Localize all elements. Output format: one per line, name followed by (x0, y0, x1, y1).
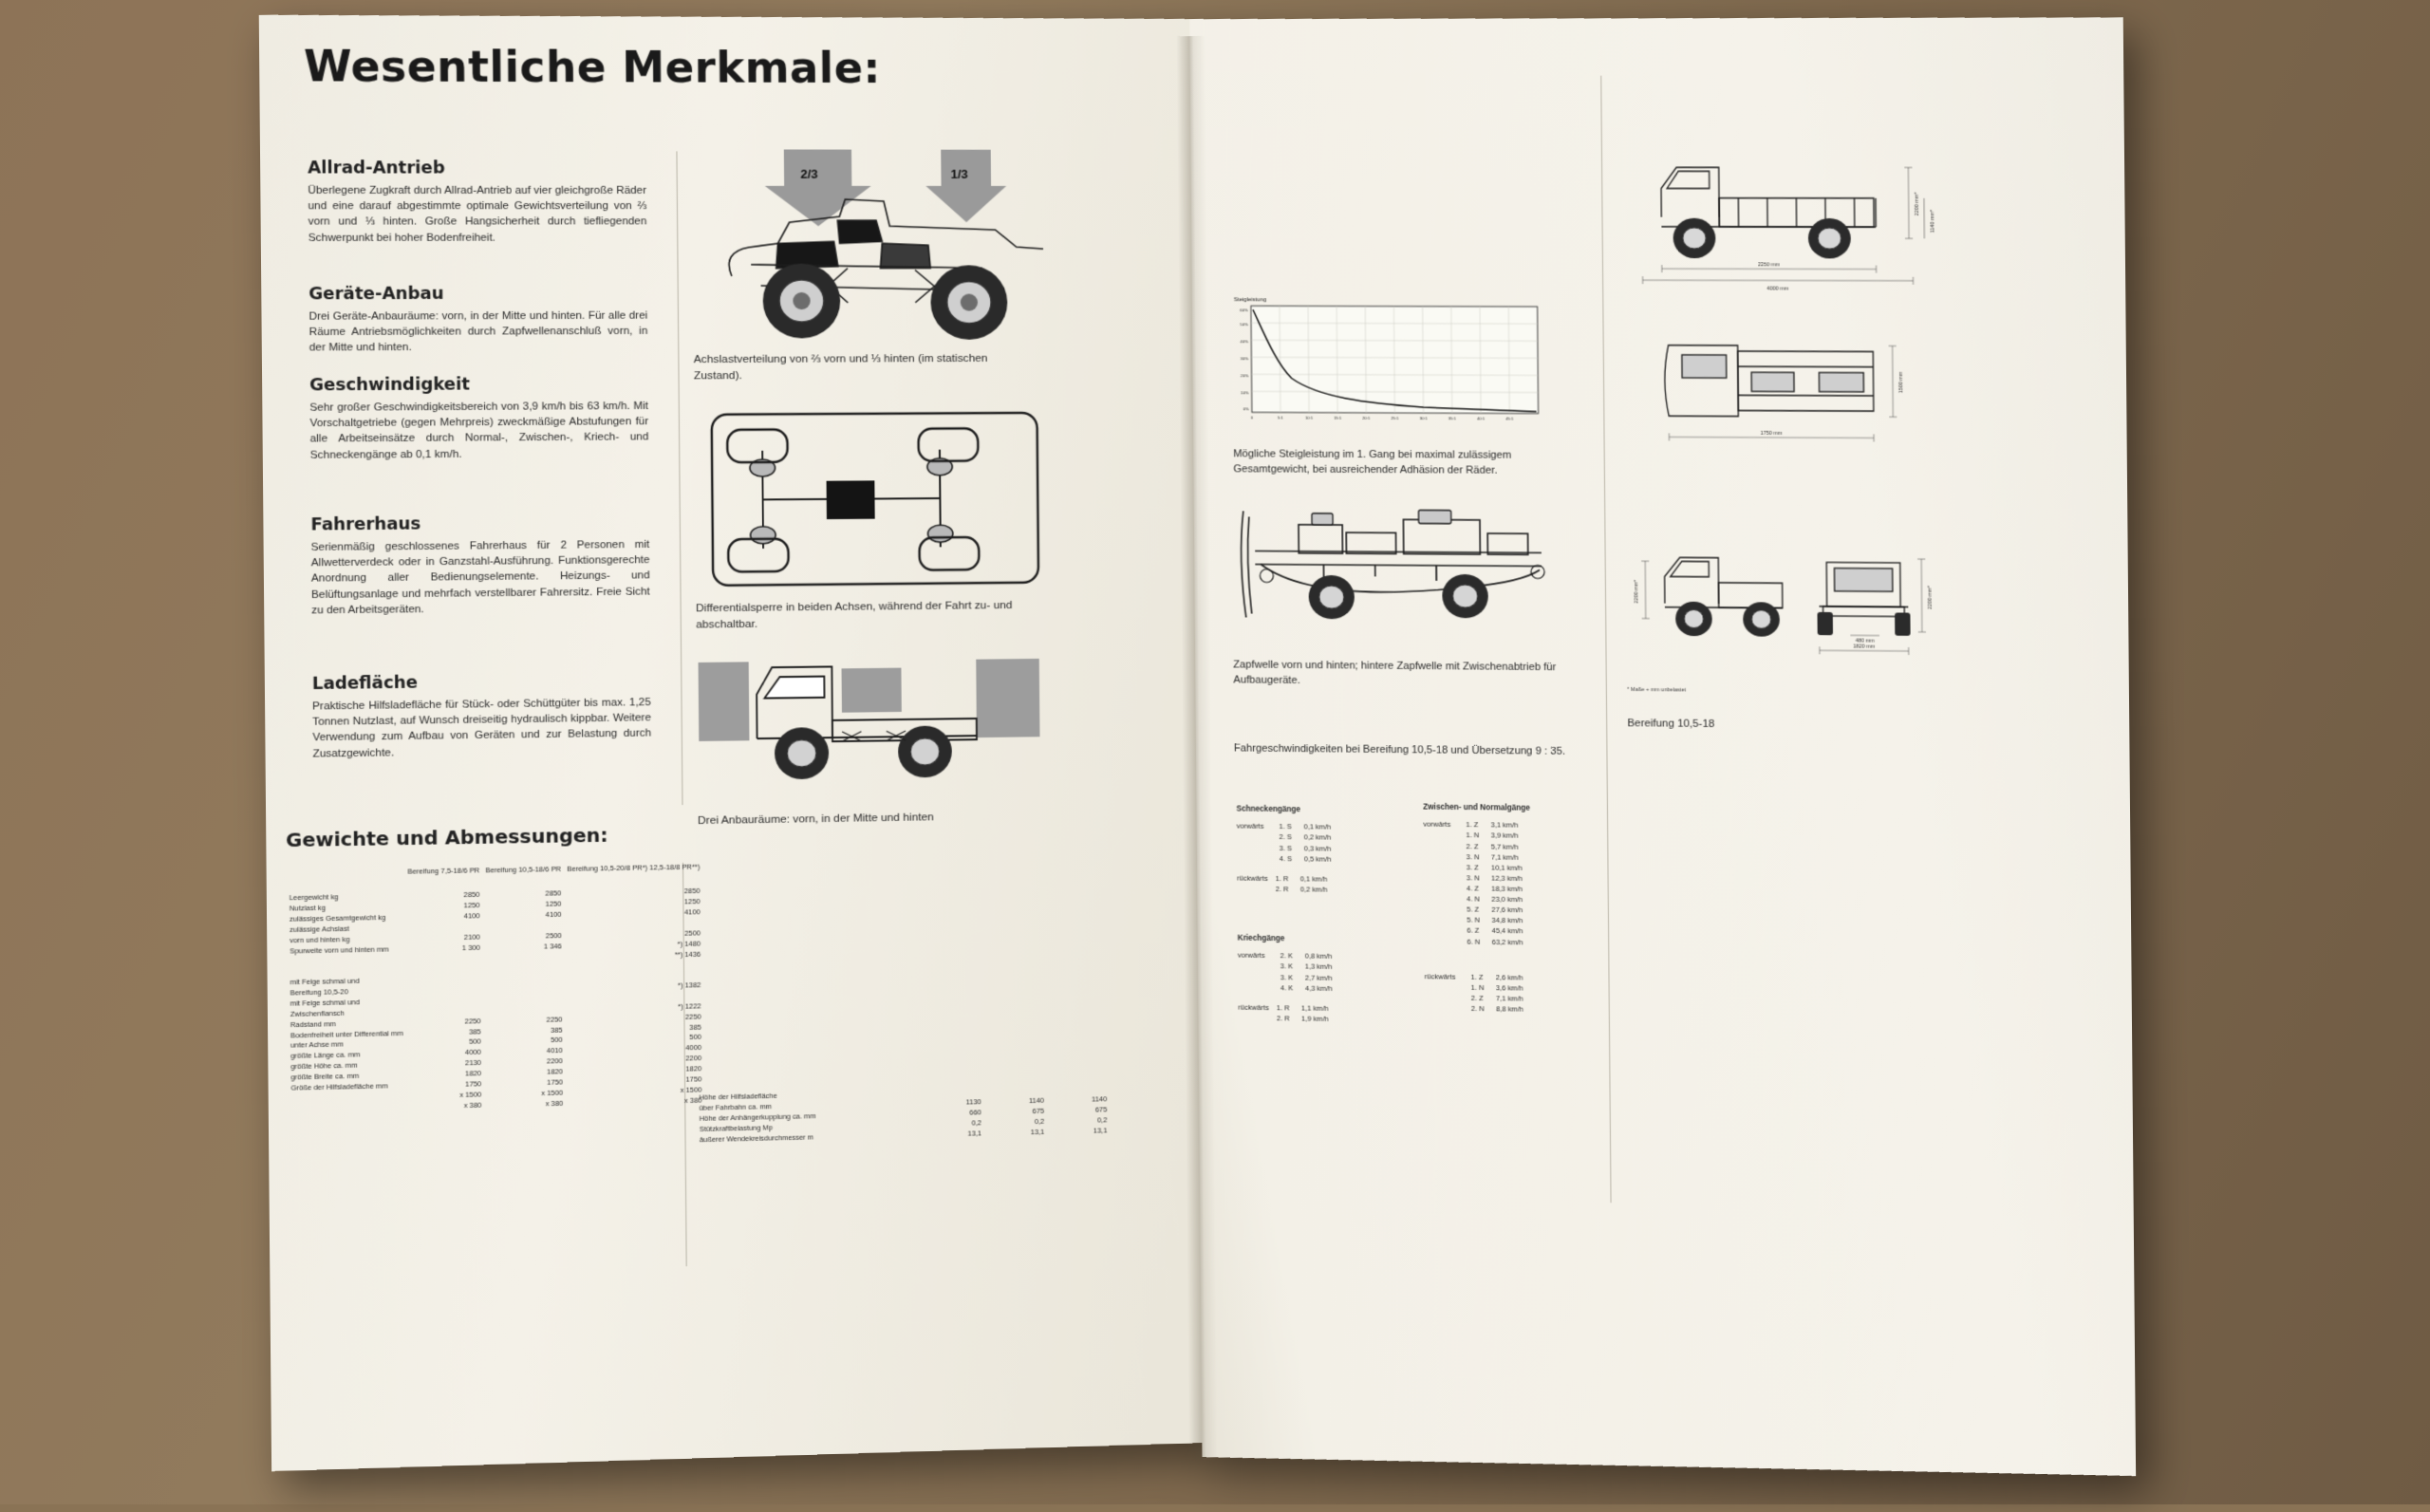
speed-table-kriech: Kriechgänge vorwärts 2. K 0,8 km/h 3. K 1,3 km/h 3. K 2,7 km/h 4. K 4,3 km/h rückwärts 1. R 1,1 km/h 2. R 1,9 km/h (1238, 933, 1338, 1024)
direction-label: rückwärts (1237, 873, 1268, 882)
svg-text:0: 0 (1251, 415, 1254, 420)
dimension-drawing-front-rear (1626, 515, 1946, 685)
section-geraete-anbau (308, 284, 647, 356)
column-header: Bereifung 10,5-20/8 PR*) 12,5-18/8 PR**) (564, 862, 702, 874)
chart-steigleistung (1232, 292, 1548, 437)
table-row: Höhe der Hilfsladefläche (696, 1084, 1110, 1103)
direction-label: rückwärts (1425, 972, 1456, 980)
figure-pto-chassis (1232, 494, 1587, 648)
section-text: Drei Geräte-Anbauräume: vorn, in der Mitte und hinten. Für alle drei Räume Antriebsmöglichkeiten durch Zapfwellenanschluß vorn, in der Mitte und hinten. (308, 308, 647, 357)
table-row: Zwischenflansch *) 1222 (288, 1001, 704, 1020)
svg-text:35:1: 35:1 (1449, 416, 1457, 420)
svg-text:40%: 40% (1240, 339, 1248, 344)
table-row: größte Länge ca. mm 4000 4010 4000 (288, 1043, 704, 1062)
section-text: Überlegene Zugkraft durch Allrad-Antrieb auf vier gleichgroße Räder und eine darauf abgestimmte optimale Gewichtsverteilung von ⅔ vorn und ⅓ hinten. Große Hangsicherheit durch tiefliegenden Schwerpunkt bei hoher Bodenfreiheit. (308, 183, 646, 246)
table-row: Leergewicht kg 2850 2850 2850 (287, 887, 703, 904)
group-title: Zwischen- und Normalgänge (1423, 802, 1530, 815)
svg-text:2200 mm*: 2200 mm* (1928, 586, 1934, 609)
svg-text:30:1: 30:1 (1420, 416, 1429, 420)
table-row: vorn und hinten kg 2100 2500 2500 (287, 928, 703, 946)
table-row: Nutzlast kg 1250 1250 1250 (287, 897, 703, 915)
section-text: Praktische Hilfsladefläche für Stück- oder Schüttgüter bis max. 1,25 Tonnen Nutzlast, auf Wunsch dreiseitig hydraulisch kippbar. Weitere Verwendung zum Aufbau von Geräten und zur Belastung durch Zusatzgewichte. (312, 695, 651, 761)
svg-text:10%: 10% (1241, 390, 1249, 395)
section-geschwindigkeit (309, 374, 648, 462)
svg-text:60%: 60% (1240, 308, 1248, 312)
svg-text:4000 mm: 4000 mm (1766, 286, 1788, 291)
footnote: * Maße + mm unbelastet (1627, 687, 1781, 695)
figure-caption-three-mounting-spaces: Drei Anbauräume: vorn, in der Mitte und hinten (698, 808, 1025, 829)
direction-label: rückwärts (1238, 1002, 1269, 1011)
svg-text:20%: 20% (1241, 373, 1249, 378)
brochure-spread (278, 1, 2122, 1503)
table-row: mit Felge schmal und (288, 991, 704, 1010)
section-text: Serienmäßig geschlossenes Fahrerhaus für 2 Personen mit Allwetterverdeck oder in Ganzstahl-Ausführung. Funktionsgerechte Anordnung aller Bedienungselemente. Heizungs- und Belüftungsanlage und mehrfach verstellbarer Fahrersitz. Freie Sicht zu den Arbeitsgeräten. (311, 537, 650, 619)
svg-text:0%: 0% (1243, 406, 1248, 411)
dimension-drawing-side-view (1622, 125, 1942, 303)
svg-text:Steigleistung: Steigleistung (1234, 297, 1266, 303)
svg-text:10:1: 10:1 (1305, 416, 1314, 420)
table-row: Bodenfreiheit unter Differential mm 385 385 385 (288, 1022, 704, 1041)
speed-table-normal-reverse: rückwärts 1. Z 2,6 km/h 1. N 3,6 km/h 2. Z 7,1 km/h 2. N 8,8 km/h (1425, 971, 1529, 1015)
svg-text:2/3: 2/3 (800, 167, 818, 181)
figure-axle-load (692, 141, 1108, 353)
right-column-divider (1600, 76, 1611, 1203)
group-title: Kriechgänge (1238, 933, 1337, 946)
svg-text:1/3: 1/3 (950, 167, 967, 181)
svg-text:15:1: 15:1 (1334, 416, 1342, 420)
dimension-drawing-top-view (1624, 322, 1944, 481)
table-row: Radstand mm 2250 2250 2250 (288, 1012, 704, 1031)
right-page (1189, 17, 2136, 1476)
svg-text:20:1: 20:1 (1362, 416, 1371, 420)
svg-text:1140 mm*: 1140 mm* (1930, 210, 1935, 233)
speed-section-title: Fahrgeschwindigkeiten bei Bereifung 10,5-18 und Übersetzung 9 : 35. (1234, 740, 1568, 759)
table-row: äußerer Wendekreisdurchmesser m 13,1 13,1 13,1 (697, 1126, 1111, 1146)
tires-caption: Bereifung 10,5-18 (1627, 716, 1714, 732)
table-row: mit Felge schmal und (287, 970, 703, 988)
svg-text:45:1: 45:1 (1505, 417, 1514, 421)
chart-caption: Mögliche Steigleistung im 1. Gang bei maximal zulässigem Gesamtgewicht, bei ausreichender Adhäsion der Räder. (1233, 446, 1558, 478)
specs-table-footer (696, 1084, 1110, 1146)
column-header: Bereifung 7,5-18/6 PR (404, 866, 482, 877)
svg-text:5:1: 5:1 (1278, 415, 1284, 420)
table-row: x 1500 x 1500 x 1500 (288, 1085, 704, 1105)
table-row: Spurweite vorn und hinten mm 1 300 1 346 *) 1480 (287, 939, 703, 957)
figure-differential-lock (705, 407, 1044, 591)
figure-caption-differential-lock: Differentialsperre in beiden Achsen, während der Fahrt zu- und abschaltbar. (696, 597, 1023, 633)
table-row: Höhe der Anhängerkupplung ca. mm 660 675 675 (697, 1105, 1111, 1125)
table-row: Bereifung 10,5-20 *) 1382 (287, 980, 703, 999)
svg-text:2200 mm*: 2200 mm* (1915, 193, 1920, 216)
table-title: Gewichte und Abmessungen: (286, 823, 608, 851)
section-fahrerhaus (310, 513, 650, 618)
direction-label: vorwärts (1423, 820, 1450, 829)
table-row: größte Breite ca. mm 1820 1820 1820 (288, 1064, 704, 1083)
pto-caption: Zapfwelle vorn und hinten; hintere Zapfwelle mit Zwischenabtrieb für Aufbaugeräte. (1233, 657, 1558, 690)
table-row: Größe der Hilfsladefläche mm 1750 1750 1750 (288, 1074, 704, 1093)
table-row: unter Achse mm 500 500 500 (288, 1033, 704, 1052)
table-row: x 380 x 380 x 380 (289, 1095, 705, 1115)
table-row: zulässiges Gesamtgewicht kg 4100 4100 4100 (287, 907, 703, 925)
section-ladeflaeche (312, 671, 651, 762)
section-heading: Allrad-Antrieb (308, 159, 646, 178)
section-heading: Fahrerhaus (310, 513, 649, 534)
svg-text:1750 mm: 1750 mm (1761, 431, 1783, 437)
section-heading: Geschwindigkeit (309, 374, 648, 395)
svg-text:1500 mm: 1500 mm (1898, 371, 1904, 393)
direction-label: vorwärts (1238, 951, 1265, 960)
speed-table-normal: Zwischen- und Normalgänge vorwärts 1. Z 3,1 km/h 1. N 3,9 km/h 2. Z 5,7 km/h 3. N 7,1 km/h 3. Z 10,1 km/h 3. N 12,3 km/h 4. Z 18,3 km/h 4. N 23,0 km/h 5. Z 27,6 km/h 5. N 34,8 km/h 6. Z 45,4 km/h 6. N 63,2 km/h (1423, 802, 1531, 948)
table-row: größte Höhe ca. mm 2130 2200 2200 (288, 1054, 704, 1073)
svg-text:40:1: 40:1 (1477, 416, 1486, 420)
svg-text:480 mm: 480 mm (1856, 638, 1875, 644)
table-row: zulässige Achslast (287, 918, 703, 936)
svg-text:25:1: 25:1 (1391, 416, 1399, 420)
svg-text:50%: 50% (1240, 322, 1248, 327)
svg-text:2250 mm: 2250 mm (1758, 262, 1780, 268)
svg-text:2200 mm*: 2200 mm* (1634, 580, 1639, 604)
direction-label: vorwärts (1237, 822, 1264, 831)
left-page (259, 15, 1207, 1471)
table-row: über Fahrbahn ca. mm 1130 1140 1140 (696, 1094, 1110, 1114)
section-allrad-antrieb (308, 159, 647, 246)
specs-table (286, 863, 681, 1115)
column-divider (676, 151, 682, 805)
table-row: Stützkraftbelastung Mp 0,2 0,2 0,2 (697, 1115, 1111, 1135)
figure-caption-axle-load: Achslastverteilung von ⅔ vorn und ⅓ hinten (im statischen Zustand). (694, 350, 1012, 384)
figure-three-mounting-spaces (696, 638, 1044, 795)
svg-text:1820 mm: 1820 mm (1853, 644, 1875, 649)
group-title: Schneckengänge (1236, 804, 1336, 816)
section-text: Sehr großer Geschwindigkeitsbereich von 3,9 km/h bis 63 km/h. Mit Vorschaltgetriebe (gegen Mehrpreis) zweckmäßige Abstufungen für alle Arbeitseinsätze durch Normal-, Zwischen-, Kriech- und Schneckengänge ab 0,1 km/h. (309, 399, 648, 463)
section-heading: Ladefläche (312, 671, 651, 695)
speed-table-schnecken: Schneckengänge vorwärts 1. S 0,1 km/h 2. S 0,2 km/h 3. S 0,3 km/h 4. S 0,5 km/h rückwärts 1. R 0,1 km/h 2. R 0,2 km/h (1236, 804, 1336, 895)
page-title: Wesentliche Merkmale: (304, 42, 881, 93)
section-heading: Geräte-Anbau (308, 284, 647, 304)
column-header: Bereifung 10,5-18/6 PR (482, 865, 564, 876)
svg-text:30%: 30% (1241, 356, 1249, 361)
table-row: **) 1436 (287, 949, 703, 967)
